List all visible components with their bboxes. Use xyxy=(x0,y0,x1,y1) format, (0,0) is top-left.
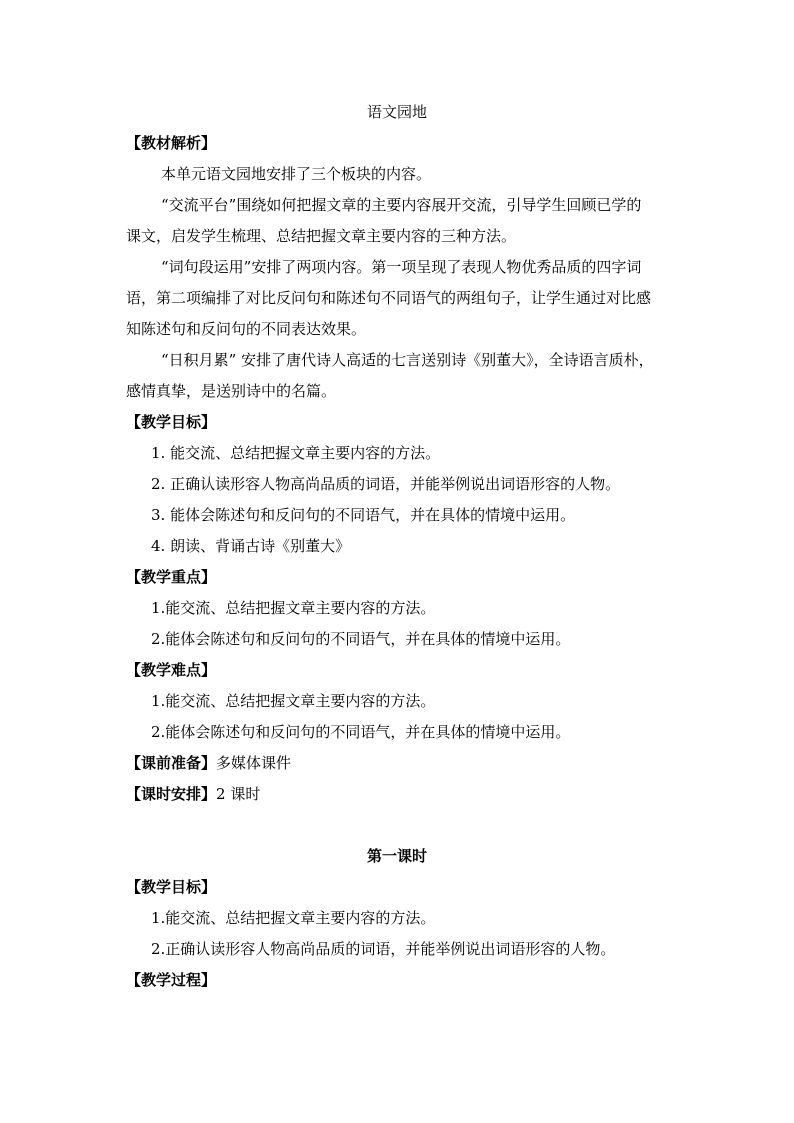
analysis-paragraph-3-line-1: “词句段运用”安排了两项内容。第一项呈现了表现人物优秀品质的四字词 xyxy=(161,258,642,276)
preparation-value: 多媒体课件 xyxy=(216,754,292,772)
difficulty-item: 1.能交流、总结把握文章主要内容的方法。 xyxy=(151,692,436,710)
goal-item: 3. 能体会陈述句和反问句的不同语气，并在具体的情境中运用。 xyxy=(151,506,576,524)
schedule-line xyxy=(126,784,686,804)
lesson-one-title: 第一课时 xyxy=(366,847,427,865)
analysis-paragraph-4-line-1: “日积月累” 安排了唐代诗人高适的七言送别诗《别董大》，全诗语言质朴， xyxy=(161,351,654,369)
key-point-item: 2.能体会陈述句和反问句的不同语气，并在具体的情境中运用。 xyxy=(151,630,571,648)
key-point-item: 1.能交流、总结把握文章主要内容的方法。 xyxy=(151,599,436,617)
process-heading: 【教学过程】 xyxy=(126,971,217,989)
lesson-one-goal-item: 2.正确认读形容人物高尚品质的词语，并能举例说出词语形容的人物。 xyxy=(151,940,616,958)
preparation-line xyxy=(126,753,686,773)
page-title: 语文园地 xyxy=(366,103,427,121)
analysis-paragraph-3-line-3: 知陈述句和反问句的不同表达效果。 xyxy=(126,320,367,338)
preparation-label: 【课前准备】 xyxy=(126,754,217,772)
analysis-paragraph-3-line-2: 语，第二项编排了对比反问句和陈述句不同语气的两组句子，让学生通过对比感 xyxy=(126,289,652,307)
analysis-paragraph-2-line-2: 课文，启发学生梳理、总结把握文章主要内容的三种方法。 xyxy=(126,227,517,245)
goal-item: 2. 正确认读形容人物高尚品质的词语，并能举例说出词语形容的人物。 xyxy=(151,475,621,493)
goals-heading: 【教学目标】 xyxy=(126,413,217,431)
schedule-value: 2 课时 xyxy=(216,785,261,803)
analysis-heading: 【教材解析】 xyxy=(126,134,217,152)
key-points-heading: 【教学重点】 xyxy=(126,568,217,586)
analysis-paragraph-4-line-2: 感情真挚，是送别诗中的名篇。 xyxy=(126,382,337,400)
difficulties-heading: 【教学难点】 xyxy=(126,661,217,679)
schedule-label: 【课时安排】 xyxy=(126,785,217,803)
analysis-paragraph-1: 本单元语文园地安排了三个板块的内容。 xyxy=(161,165,432,183)
lesson-one-goals-heading: 【教学目标】 xyxy=(126,878,217,896)
difficulty-item: 2.能体会陈述句和反问句的不同语气，并在具体的情境中运用。 xyxy=(151,723,571,741)
analysis-paragraph-2-line-1: “交流平台”围绕如何把握文章的主要内容展开交流，引导学生回顾已学的 xyxy=(161,196,642,214)
goal-item: 4. 朗读、背诵古诗《别董大》 xyxy=(151,537,351,555)
goal-item: 1. 能交流、总结把握文章主要内容的方法。 xyxy=(151,444,441,462)
lesson-one-goal-item: 1.能交流、总结把握文章主要内容的方法。 xyxy=(151,909,436,927)
